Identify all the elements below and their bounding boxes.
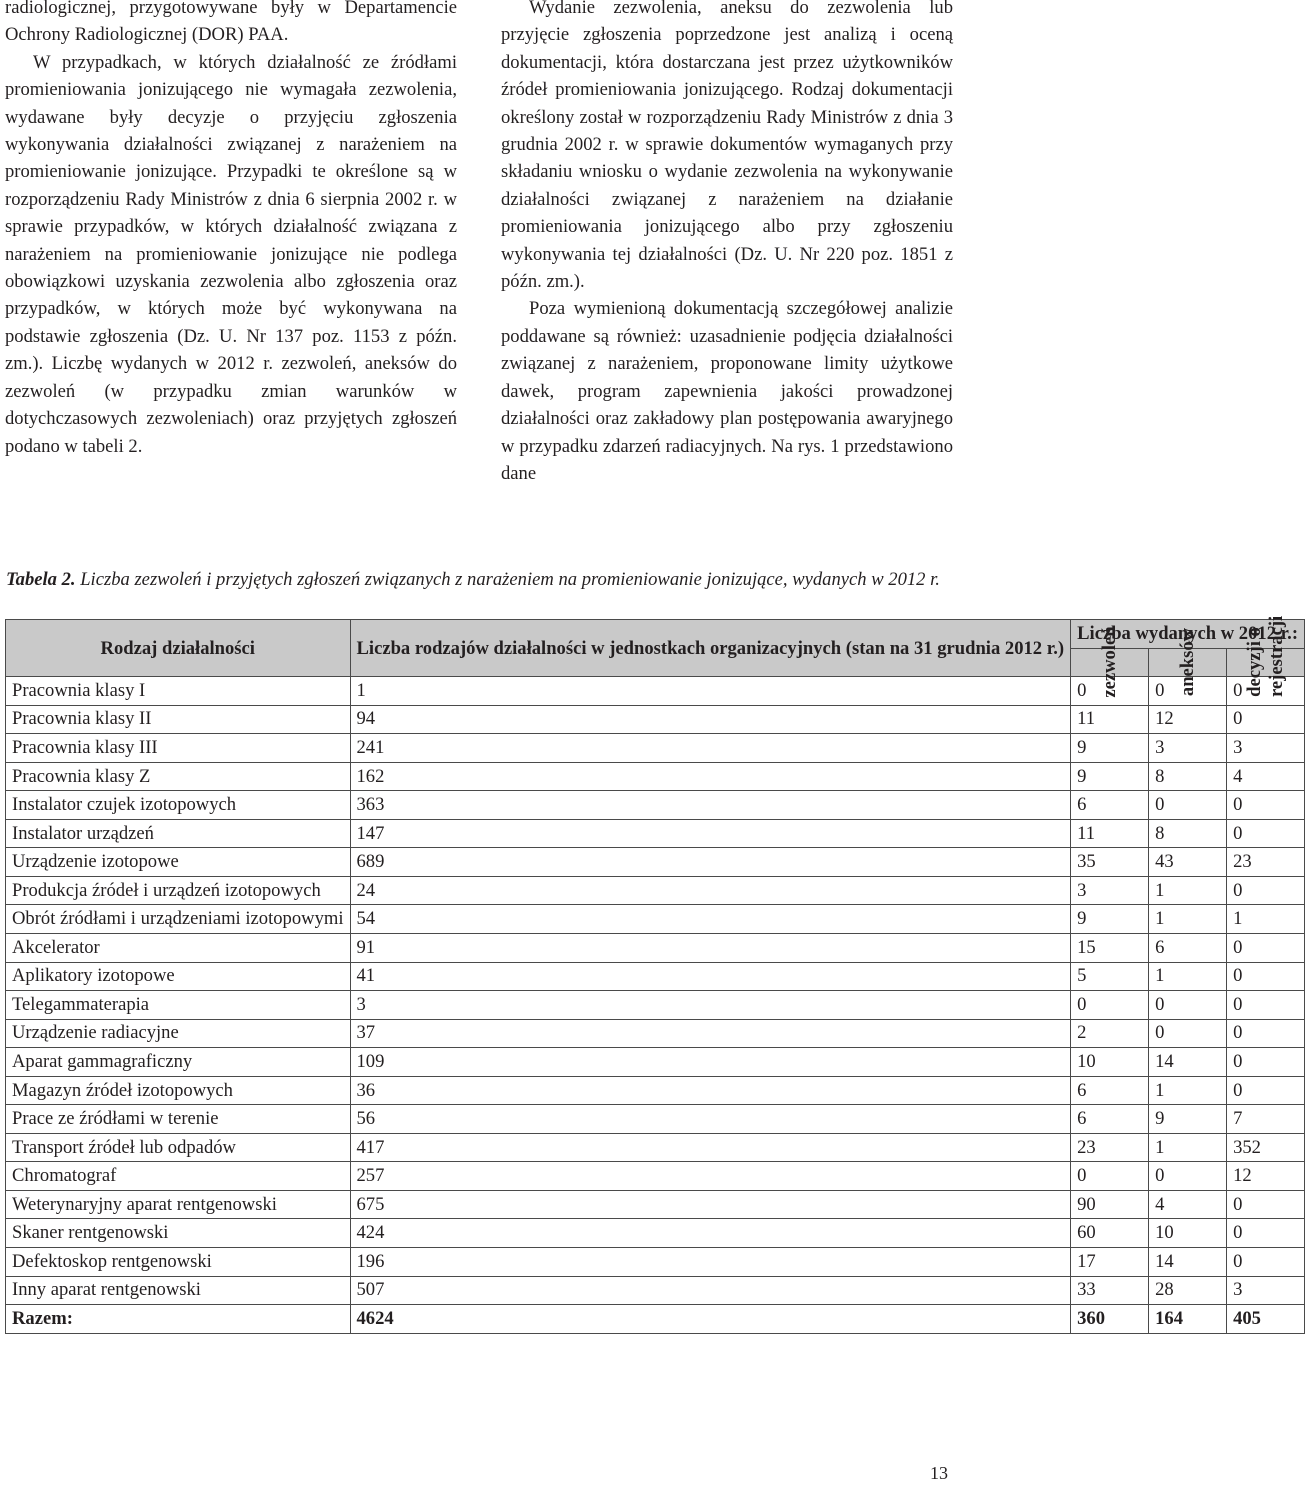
row-value: 0 (1149, 1019, 1227, 1048)
row-value: 60 (1071, 1219, 1149, 1248)
row-value: 14 (1149, 1048, 1227, 1077)
row-value: 689 (350, 848, 1071, 877)
right-text-column (501, 0, 953, 487)
row-label: Instalator urządzeń (6, 819, 351, 848)
row-value: 24 (350, 876, 1071, 905)
row-value: 37 (350, 1019, 1071, 1048)
row-label: Urządzenie radiacyjne (6, 1019, 351, 1048)
header-permits: zezwoleń (1071, 648, 1149, 677)
row-value: 1 (1227, 905, 1305, 934)
row-value: 2 (1071, 1019, 1149, 1048)
row-value: 109 (350, 1048, 1071, 1077)
row-value: 0 (1149, 1162, 1227, 1191)
row-label: Magazyn źródeł izotopowych (6, 1076, 351, 1105)
row-value: 35 (1071, 848, 1149, 877)
row-value: 424 (350, 1219, 1071, 1248)
left-text-column (5, 0, 457, 460)
row-value: 4 (1149, 1190, 1227, 1219)
header-issued-group: Liczba wydanych w 2012 r.: (1071, 620, 1305, 649)
row-value: 0 (1227, 962, 1305, 991)
row-value: 5 (1071, 962, 1149, 991)
table-row (6, 1276, 1305, 1305)
row-label: Skaner rentgenowski (6, 1219, 351, 1248)
table-row (6, 1019, 1305, 1048)
row-value: 0 (1227, 991, 1305, 1020)
table-row (6, 1076, 1305, 1105)
row-label: Urządzenie izotopowe (6, 848, 351, 877)
table-row (6, 705, 1305, 734)
row-value: 1 (1149, 1133, 1227, 1162)
row-label: Telegammaterapia (6, 991, 351, 1020)
table-row (6, 991, 1305, 1020)
row-value: 3 (1071, 876, 1149, 905)
table-row (6, 848, 1305, 877)
header-registrations: decyzji o rejestracji (1227, 648, 1305, 677)
row-value: 6 (1071, 1105, 1149, 1134)
row-value: 352 (1227, 1133, 1305, 1162)
row-value: 4 (1227, 762, 1305, 791)
row-value: 417 (350, 1133, 1071, 1162)
table-row (6, 905, 1305, 934)
row-value: 405 (1227, 1305, 1305, 1334)
row-label: Razem: (6, 1305, 351, 1334)
row-value: 8 (1149, 819, 1227, 848)
caption-text: Liczba zezwoleń i przyjętych zgłoszeń związanych z narażeniem na promieniowanie jonizujące, wydanych w 2012 r. (75, 569, 940, 590)
row-value: 0 (1071, 991, 1149, 1020)
table-body (6, 677, 1305, 1334)
table-row (6, 934, 1305, 963)
row-value: 8 (1149, 762, 1227, 791)
row-label: Transport źródeł lub odpadów (6, 1133, 351, 1162)
table-caption (6, 568, 954, 592)
caption-label: Tabela 2. (6, 569, 76, 590)
row-value: 0 (1071, 1162, 1149, 1191)
row-value: 1 (1149, 1076, 1227, 1105)
page-number: 13 (930, 1463, 948, 1483)
row-value: 9 (1071, 762, 1149, 791)
row-value: 675 (350, 1190, 1071, 1219)
paragraph: W przypadkach, w których działalność ze źródłami promieniowania jonizującego nie wymagała zezwolenia, wydawane były decyzje o przyjęciu zgłoszenia wykonywania działalności związanej z narażeniem na promieniowanie jonizujące. Przypadki te określone są w rozporządzeniu Rady Ministrów z dnia 6 sierpnia 2002 r. w sprawie przypadków, w których działalność związana z narażeniem na promieniowanie jonizujące nie podlega obowiązkowi uzyskania zezwolenia albo zgłoszenia oraz przypadków, w których może być wykonywana na podstawie zgłoszenia (Dz. U. Nr 137 poz. 1153 z późn. zm.). Liczbę wydanych w 2012 r. zezwoleń, aneksów do zezwoleń (w przypadku zmian warunków w dotychczasowych zezwoleniach) oraz przyjętych zgłoszeń podano w tabeli 2. (5, 51, 457, 457)
table-row (6, 1048, 1305, 1077)
row-value: 162 (350, 762, 1071, 791)
row-label: Chromatograf (6, 1162, 351, 1191)
row-value: 0 (1227, 705, 1305, 734)
row-value: 3 (1227, 1276, 1305, 1305)
paragraph: Poza wymienioną dokumentacją szczegółowej analizie poddawane są również: uzasadnienie podjęcia działalności związanej z narażeniem, proponowane limity użytkowe dawek, program zapewnienia jakości prowadzonej działalności oraz zakładowy plan postępowania awaryjnego w przypadku zdarzeń radiacyjnych. Na rys. 1 przedstawiono dane (501, 298, 953, 484)
row-value: 3 (1149, 734, 1227, 763)
row-value: 0 (1227, 1019, 1305, 1048)
row-label: Inny aparat rentgenowski (6, 1276, 351, 1305)
row-value: 12 (1227, 1162, 1305, 1191)
row-value: 0 (1227, 1219, 1305, 1248)
row-value: 91 (350, 934, 1071, 963)
table-row (6, 962, 1305, 991)
row-value: 9 (1149, 1105, 1227, 1134)
table-row (6, 734, 1305, 763)
row-value: 23 (1227, 848, 1305, 877)
row-value: 41 (350, 962, 1071, 991)
row-value: 6 (1149, 934, 1227, 963)
row-value: 12 (1149, 705, 1227, 734)
row-value: 0 (1149, 677, 1227, 706)
row-value: 6 (1071, 791, 1149, 820)
header-activity-type: Rodzaj działalności (6, 620, 351, 677)
row-value: 33 (1071, 1276, 1149, 1305)
row-value: 14 (1149, 1248, 1227, 1277)
row-value: 0 (1227, 1048, 1305, 1077)
table-row (6, 1190, 1305, 1219)
row-value: 23 (1071, 1133, 1149, 1162)
row-value: 15 (1071, 934, 1149, 963)
row-value: 1 (350, 677, 1071, 706)
header-activity-count: Liczba rodzajów działalności w jednostkach organizacyjnych (stan na 31 grudnia 2012 r.) (350, 620, 1071, 677)
table-row (6, 1162, 1305, 1191)
row-value: 56 (350, 1105, 1071, 1134)
row-value: 6 (1071, 1076, 1149, 1105)
row-value: 1 (1149, 962, 1227, 991)
row-value: 1 (1149, 876, 1227, 905)
row-label: Pracownia klasy II (6, 705, 351, 734)
row-value: 257 (350, 1162, 1071, 1191)
paragraph: radiologicznej, przygotowywane były w Departamencie Ochrony Radiologicznej (DOR) PAA. (5, 0, 457, 46)
row-value: 0 (1149, 991, 1227, 1020)
row-value: 0 (1227, 934, 1305, 963)
row-value: 363 (350, 791, 1071, 820)
row-value: 164 (1149, 1305, 1227, 1334)
row-value: 3 (350, 991, 1071, 1020)
table-row (6, 1248, 1305, 1277)
row-label: Defektoskop rentgenowski (6, 1248, 351, 1277)
table-row (6, 819, 1305, 848)
row-value: 7 (1227, 1105, 1305, 1134)
row-value: 1 (1149, 905, 1227, 934)
row-label: Prace ze źródłami w terenie (6, 1105, 351, 1134)
row-label: Produkcja źródeł i urządzeń izotopowych (6, 876, 351, 905)
paragraph: Wydanie zezwolenia, aneksu do zezwolenia lub przyjęcie zgłoszenia poprzedzone jest analizą i oceną dokumentacji, która dostarczana jest przez użytkowników źródeł promieniowania jonizującego. Rodzaj dokumentacji określony został w rozporządzeniu Rady Ministrów z dnia 3 grudnia 2002 r. w sprawie dokumentów wymaganych przy składaniu wniosku o wydanie zezwolenia na wykonywanie działalności związanej z narażeniem na działanie promieniowania jonizującego albo przy zgłoszeniu wykonywania tej działalności (Dz. U. Nr 220 poz. 1851 z późn. zm.). (501, 0, 953, 293)
row-value: 241 (350, 734, 1071, 763)
row-label: Weterynaryjny aparat rentgenowski (6, 1190, 351, 1219)
table-row (6, 791, 1305, 820)
row-value: 360 (1071, 1305, 1149, 1334)
table-row (6, 1105, 1305, 1134)
row-value: 10 (1149, 1219, 1227, 1248)
row-value: 0 (1227, 677, 1305, 706)
permits-table (5, 616, 1305, 1334)
row-value: 94 (350, 705, 1071, 734)
row-value: 196 (350, 1248, 1071, 1277)
row-value: 11 (1071, 819, 1149, 848)
table-row (6, 876, 1305, 905)
row-label: Pracownia klasy I (6, 677, 351, 706)
row-value: 3 (1227, 734, 1305, 763)
table-row (6, 1133, 1305, 1162)
row-value: 43 (1149, 848, 1227, 877)
row-value: 0 (1227, 819, 1305, 848)
row-value: 36 (350, 1076, 1071, 1105)
row-value: 0 (1227, 1076, 1305, 1105)
row-label: Aparat gammagraficzny (6, 1048, 351, 1077)
row-label: Instalator czujek izotopowych (6, 791, 351, 820)
row-label: Pracownia klasy Z (6, 762, 351, 791)
row-value: 4624 (350, 1305, 1071, 1334)
row-value: 0 (1227, 1248, 1305, 1277)
row-value: 0 (1227, 876, 1305, 905)
row-value: 9 (1071, 734, 1149, 763)
row-label: Aplikatory izotopowe (6, 962, 351, 991)
row-value: 54 (350, 905, 1071, 934)
row-value: 90 (1071, 1190, 1149, 1219)
row-value: 10 (1071, 1048, 1149, 1077)
row-value: 17 (1071, 1248, 1149, 1277)
row-value: 0 (1227, 791, 1305, 820)
row-label: Akcelerator (6, 934, 351, 963)
row-label: Pracownia klasy III (6, 734, 351, 763)
row-value: 147 (350, 819, 1071, 848)
row-label: Obrót źródłami i urządzeniami izotopowymi (6, 905, 351, 934)
row-value: 0 (1227, 1190, 1305, 1219)
row-value: 28 (1149, 1276, 1227, 1305)
table-row (6, 1219, 1305, 1248)
row-value: 0 (1071, 677, 1149, 706)
row-value: 507 (350, 1276, 1071, 1305)
row-value: 0 (1149, 791, 1227, 820)
table-total-row (6, 1305, 1305, 1334)
row-value: 9 (1071, 905, 1149, 934)
header-annexes: aneksów (1149, 648, 1227, 677)
table-row (6, 762, 1305, 791)
row-value: 11 (1071, 705, 1149, 734)
